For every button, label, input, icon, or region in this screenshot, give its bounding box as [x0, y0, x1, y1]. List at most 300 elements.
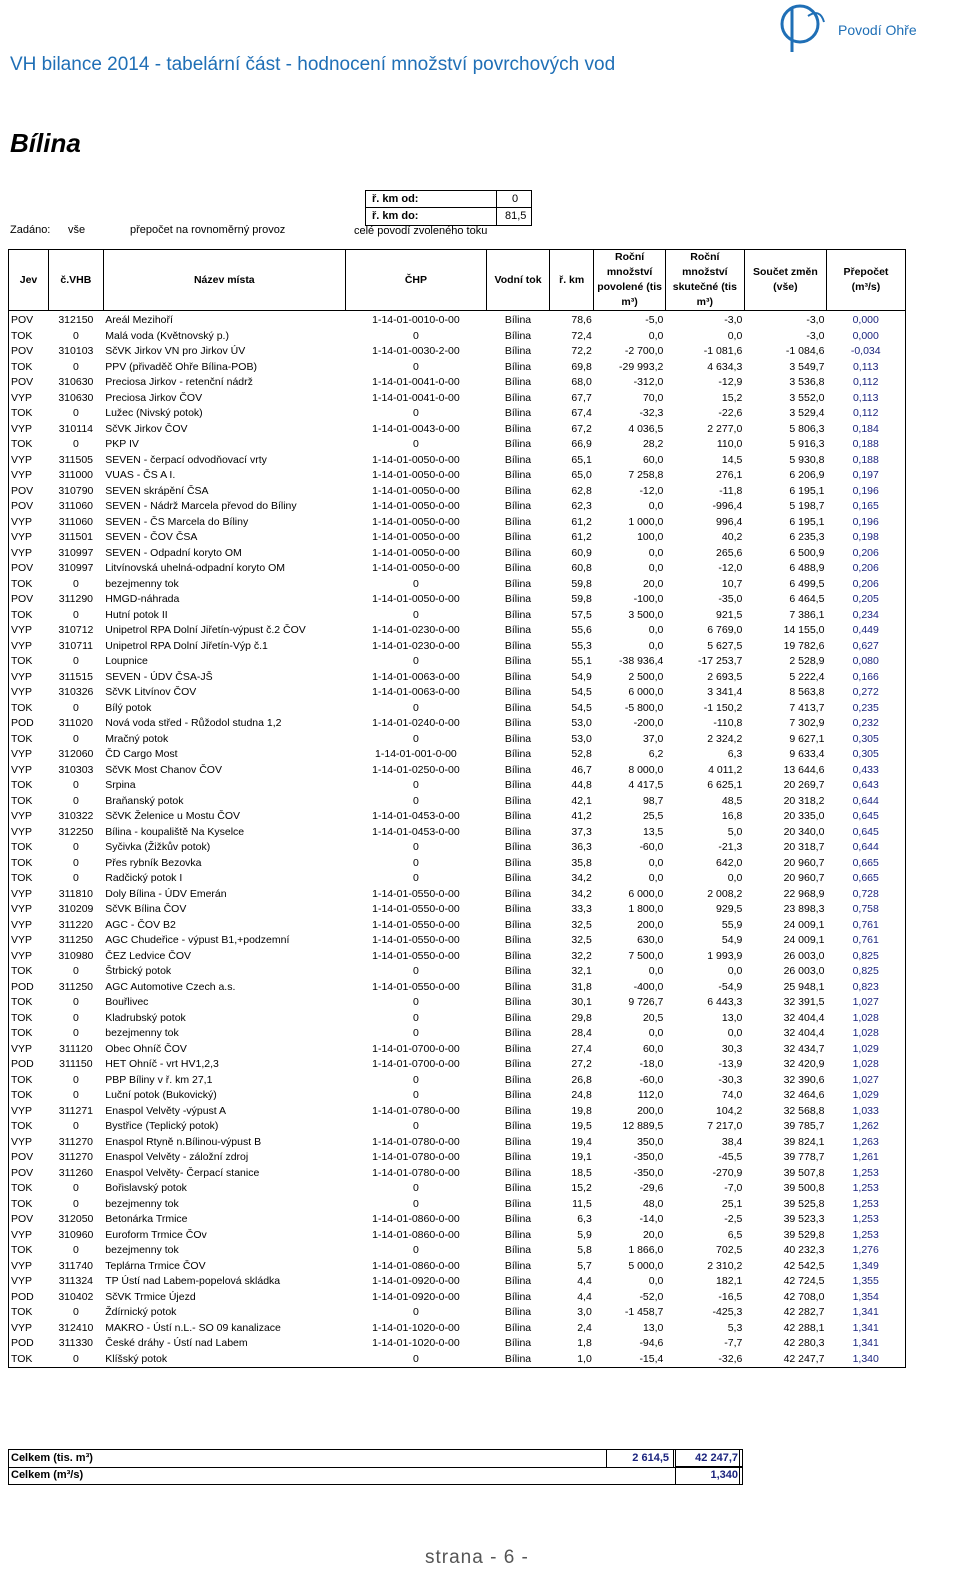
cell-povolene: 8 000,0 [628, 763, 664, 776]
cell-km: 18,5 [571, 1166, 592, 1179]
cell-jev: VYP [9, 902, 49, 918]
cell-skutecne: 2 310,2 [707, 1259, 743, 1272]
cell-prepocet: 1,253 [826, 1212, 905, 1228]
cell-soucet: 24 009,1 [783, 934, 825, 947]
cell-tok: Bílina [504, 1213, 532, 1226]
cell-prepocet: 1,028 [826, 1011, 905, 1027]
cell-prepocet: 1,253 [826, 1197, 905, 1213]
cell-prepocet: 1,355 [826, 1274, 905, 1290]
cell-chp: 0 [412, 360, 419, 373]
cell-km: 4,4 [577, 1290, 592, 1303]
cell-chp: 0 [412, 1073, 419, 1086]
cell-nazev: Radčický potok I [105, 872, 183, 885]
cell-nazev: Enaspol Velvěty- Čerpací stanice [105, 1166, 260, 1179]
cell-cvhb: 0 [72, 1244, 79, 1257]
cell-povolene: -1 458,7 [624, 1306, 664, 1319]
cell-nazev: AGC - ČOV B2 [105, 918, 176, 931]
cell-soucet: 5 198,7 [789, 500, 825, 513]
cell-chp: 1-14-01-0250-0-00 [372, 763, 460, 776]
cell-nazev: PKP IV [105, 438, 139, 451]
cell-povolene: 7 258,8 [628, 469, 664, 482]
cell-km: 34,2 [571, 887, 592, 900]
cell-tok: Bílina [504, 562, 532, 575]
page-number: strana - 6 - [425, 1547, 529, 1568]
col-skutecne: Roční množství skutečné (tis m³) [665, 250, 744, 311]
cell-nazev: Euroform Trmice ČOv [105, 1228, 207, 1241]
table-row [9, 763, 906, 779]
cell-tok: Bílina [504, 1275, 532, 1288]
cell-jev: VYP [9, 391, 49, 407]
cell-tok: Bílina [504, 1182, 532, 1195]
cell-povolene: -52,0 [639, 1290, 664, 1303]
cell-soucet: 7 386,1 [789, 608, 825, 621]
cell-jev: VYP [9, 453, 49, 469]
cell-skutecne: -425,3 [712, 1306, 743, 1319]
cell-povolene: 6,2 [648, 748, 664, 761]
cell-povolene: 0,0 [648, 329, 664, 342]
cell-skutecne: -11,8 [719, 484, 743, 497]
cell-soucet: 14 155,0 [783, 624, 825, 637]
cell-soucet: 32 404,4 [783, 1011, 825, 1024]
cell-povolene: 98,7 [642, 794, 664, 807]
table-row [9, 701, 906, 717]
cell-jev: POV [9, 561, 49, 577]
cell-povolene: 37,0 [642, 732, 664, 745]
cell-povolene: 3 500,0 [628, 608, 664, 621]
cell-jev: TOK [9, 856, 49, 872]
cell-povolene: 20,0 [642, 577, 664, 590]
cell-povolene: 70,0 [642, 391, 664, 404]
cell-tok: Bílina [504, 670, 532, 683]
cell-km: 41,2 [571, 810, 592, 823]
cell-cvhb: 312250 [58, 825, 94, 838]
cell-povolene: 20,5 [642, 1011, 664, 1024]
cell-prepocet: 0,645 [826, 825, 905, 841]
cell-jev: POV [9, 344, 49, 360]
table-row [9, 825, 906, 841]
cell-soucet: 6 195,1 [789, 515, 825, 528]
cell-soucet: 39 529,8 [783, 1228, 825, 1241]
cell-soucet: 9 627,1 [789, 732, 825, 745]
cell-nazev: Unipetrol RPA Dolní Jiřetín-Výp č.1 [105, 639, 268, 652]
cell-chp: 0 [412, 1089, 419, 1102]
cell-povolene: -18,0 [639, 1058, 664, 1071]
cell-chp: 1-14-01-0050-0-00 [372, 469, 460, 482]
cell-cvhb: 311250 [58, 980, 93, 993]
cell-skutecne: -21,3 [718, 841, 743, 854]
cell-prepocet: 0,197 [826, 468, 905, 484]
cell-chp: 0 [412, 1244, 419, 1257]
cell-chp: 0 [412, 996, 419, 1009]
cell-povolene: -5,0 [645, 314, 664, 327]
cell-tok: Bílina [504, 360, 532, 373]
cell-nazev: Braňanský potok [105, 794, 184, 807]
cell-nazev: Bílý potok [105, 701, 152, 714]
cell-prepocet: 0,196 [826, 484, 905, 500]
cell-povolene: 20,0 [642, 1228, 664, 1241]
cell-povolene: 630,0 [637, 934, 664, 947]
cell-soucet: 32 464,6 [783, 1089, 825, 1102]
cell-chp: 1-14-01-0240-0-00 [372, 717, 460, 730]
cell-povolene: 200,0 [637, 918, 664, 931]
cell-jev: VYP [9, 747, 49, 763]
cell-km: 57,5 [571, 608, 592, 621]
cell-cvhb: 310630 [58, 391, 94, 404]
cell-chp: 1-14-01-0050-0-00 [372, 515, 460, 528]
cell-nazev: Bílina - koupaliště Na Kyselce [105, 825, 245, 838]
cell-cvhb: 0 [72, 1182, 79, 1195]
cell-prepocet: 1,028 [826, 1057, 905, 1073]
table-row [9, 856, 906, 872]
cell-km: 55,6 [571, 624, 592, 637]
cell-jev: TOK [9, 329, 49, 345]
cell-cvhb: 312060 [58, 748, 94, 761]
cell-nazev: Unipetrol RPA Dolní Jiřetín-výpust č.2 ČOV [105, 624, 306, 637]
cell-soucet: 7 413,7 [789, 701, 825, 714]
cell-prepocet: 1,341 [826, 1321, 905, 1337]
cell-cvhb: 311250 [58, 934, 93, 947]
cell-jev: POD [9, 1290, 49, 1306]
table-row [9, 344, 906, 360]
cell-povolene: 0,0 [648, 639, 664, 652]
cell-tok: Bílina [504, 314, 532, 327]
cell-soucet: -3,0 [806, 329, 825, 342]
cell-skutecne: -12,0 [718, 562, 743, 575]
cell-povolene: -312,0 [633, 376, 664, 389]
cell-skutecne: 2 324,2 [707, 732, 743, 745]
cell-nazev: SEVEN - ČOV ČSA [105, 531, 198, 544]
cell-povolene: 0,0 [648, 856, 664, 869]
cell-chp: 1-14-01-0860-0-00 [372, 1228, 460, 1241]
table-row [9, 980, 906, 996]
cell-skutecne: -3,0 [724, 314, 743, 327]
cell-chp: 1-14-01-0550-0-00 [372, 903, 460, 916]
cell-cvhb: 0 [72, 577, 79, 590]
cell-nazev: AGC Chudeřice - výpust B1,+podzemní [105, 934, 290, 947]
cell-jev: VYP [9, 515, 49, 531]
cell-jev: POD [9, 1057, 49, 1073]
table-row [9, 375, 906, 391]
table-row [9, 1305, 906, 1321]
cell-skutecne: 2 008,2 [707, 887, 743, 900]
cell-skutecne: 6 625,1 [707, 779, 743, 792]
cell-km: 26,8 [571, 1073, 592, 1086]
cell-jev: POD [9, 1336, 49, 1352]
cell-povolene: 100,0 [637, 531, 664, 544]
cell-povolene: 200,0 [637, 1104, 664, 1117]
table-row [9, 949, 906, 965]
cell-nazev: Preciosa Jirkov - retenční nádrž [105, 376, 253, 389]
cell-soucet: 9 633,4 [789, 748, 825, 761]
cell-prepocet: 1,033 [826, 1104, 905, 1120]
cell-soucet: 20 335,0 [783, 810, 825, 823]
cell-povolene: 12 889,5 [622, 1120, 664, 1133]
cell-cvhb: 311810 [58, 887, 93, 900]
cell-tok: Bílina [504, 856, 532, 869]
cell-soucet: 42 247,7 [744, 1352, 826, 1368]
cell-cvhb: 310322 [58, 810, 94, 823]
cell-povolene: 4 417,5 [628, 779, 664, 792]
cell-tok: Bílina [504, 1228, 532, 1241]
cell-nazev: Litvínovská uhelná-odpadní koryto OM [105, 562, 286, 575]
cell-prepocet: 1,341 [826, 1305, 905, 1321]
cell-km: 27,4 [571, 1042, 592, 1055]
cell-chp: 1-14-01-0030-2-00 [372, 345, 460, 358]
cell-prepocet: 1,253 [826, 1228, 905, 1244]
cell-km: 52,8 [571, 748, 592, 761]
cell-nazev: bezejmenny tok [105, 577, 179, 590]
cell-jev: VYP [9, 918, 49, 934]
cell-soucet: 5 916,3 [789, 438, 825, 451]
cell-soucet: 24 009,1 [783, 918, 825, 931]
cell-soucet: 26 003,0 [783, 965, 825, 978]
cell-tok: Bílina [504, 1104, 532, 1117]
cell-chp: 1-14-01-0780-0-00 [372, 1166, 460, 1179]
prepocet-note: přepočet na rovnoměrný provoz [130, 224, 286, 236]
cell-nazev: SEVEN skrápění ČSA [105, 484, 209, 497]
cell-skutecne: 74,0 [721, 1089, 743, 1102]
cell-soucet: 42 542,5 [783, 1259, 825, 1272]
cell-nazev: SEVEN - Odpadní koryto OM [105, 546, 242, 559]
cell-cvhb: 311270 [58, 1151, 93, 1164]
cell-povolene: 25,5 [642, 810, 664, 823]
cell-povolene: -5 800,0 [624, 701, 664, 714]
table-row [9, 1011, 906, 1027]
cell-jev: VYP [9, 1321, 49, 1337]
cell-nazev: SEVEN - Nádrž Marcela převod do Bíliny [105, 500, 297, 513]
cell-nazev: Malá voda (Květnovský p.) [105, 329, 229, 342]
table-row [9, 639, 906, 655]
cell-prepocet: 0,165 [826, 499, 905, 515]
cell-tok: Bílina [504, 469, 532, 482]
cell-km: 53,0 [571, 717, 592, 730]
cell-chp: 1-14-01-0700-0-00 [372, 1042, 460, 1055]
cell-skutecne: 5 627,5 [707, 639, 743, 652]
cell-skutecne: 10,7 [721, 577, 743, 590]
cell-km: 54,9 [571, 670, 592, 683]
cell-tok: Bílina [504, 639, 532, 652]
cell-jev: POD [9, 716, 49, 732]
cell-tok: Bílina [504, 1197, 532, 1210]
cell-soucet: 3 552,0 [789, 391, 825, 404]
cell-skutecne: 7 217,0 [707, 1120, 743, 1133]
cell-tok: Bílina [504, 453, 532, 466]
cell-tok: Bílina [504, 391, 532, 404]
cell-soucet: 6 488,9 [789, 562, 825, 575]
cell-cvhb: 0 [72, 655, 79, 668]
table-row [9, 654, 906, 670]
cell-prepocet: 0,113 [826, 391, 905, 407]
cell-jev: VYP [9, 546, 49, 562]
col-nazev: Název místa [103, 250, 345, 311]
table-row [9, 778, 906, 794]
cell-povolene: 48,0 [642, 1197, 664, 1210]
cell-nazev: VUAS - ČS A I. [105, 469, 176, 482]
cell-nazev: bezejmenny tok [105, 1197, 179, 1210]
cell-km: 32,2 [571, 949, 592, 962]
cell-skutecne: 921,5 [716, 608, 743, 621]
cell-povolene: -29 993,2 [619, 360, 664, 373]
cell-km: 5,8 [577, 1244, 592, 1257]
cell-cvhb: 310326 [58, 686, 94, 699]
cell-jev: VYP [9, 1135, 49, 1151]
cell-povolene: 60,0 [642, 1042, 664, 1055]
cell-cvhb: 312150 [58, 314, 94, 327]
cell-povolene: 6 000,0 [628, 686, 664, 699]
cell-cvhb: 0 [72, 608, 79, 621]
cell-jev: TOK [9, 1088, 49, 1104]
cell-km: 33,3 [571, 903, 592, 916]
cell-tok: Bílina [504, 934, 532, 947]
cell-povolene: 5 000,0 [628, 1259, 664, 1272]
table-row [9, 561, 906, 577]
table-row [9, 1119, 906, 1135]
cell-povolene: 1 866,0 [628, 1244, 664, 1257]
cell-cvhb: 311290 [58, 593, 93, 606]
col-soucet: Součet změn (vše) [744, 250, 826, 311]
cell-jev: VYP [9, 623, 49, 639]
cell-km: 55,3 [571, 639, 592, 652]
cell-prepocet: 1,029 [826, 1088, 905, 1104]
cell-cvhb: 310402 [58, 1290, 94, 1303]
cell-km: 31,8 [571, 980, 592, 993]
cell-cvhb: 310209 [58, 903, 94, 916]
cell-chp: 0 [412, 329, 419, 342]
cell-povolene: -350,0 [633, 1151, 664, 1164]
cell-km: 61,2 [571, 531, 592, 544]
cell-prepocet: 0,000 [826, 311, 905, 329]
cell-km: 3,0 [577, 1306, 592, 1319]
cell-cvhb: 0 [72, 856, 79, 869]
cell-soucet: 40 232,3 [783, 1244, 825, 1257]
cell-tok: Bílina [504, 779, 532, 792]
cell-skutecne: 6 443,3 [707, 996, 743, 1009]
cell-nazev: SčVK Želenice u Mostu ČOV [105, 810, 241, 823]
cell-km: 42,1 [571, 794, 592, 807]
cell-skutecne: 110,0 [716, 438, 743, 451]
cell-tok: Bílina [504, 1337, 532, 1350]
cell-skutecne: 54,9 [721, 934, 743, 947]
cell-tok: Bílina [504, 546, 532, 559]
cell-km: 65,1 [571, 453, 592, 466]
cell-povolene: 0,0 [648, 562, 664, 575]
cell-prepocet: 1,027 [826, 1073, 905, 1089]
cell-skutecne: 2 693,5 [707, 670, 743, 683]
cell-cvhb: 311330 [58, 1337, 93, 1350]
cell-cvhb: 310712 [58, 624, 94, 637]
cell-chp: 0 [412, 1027, 419, 1040]
cell-tok: Bílina [486, 1352, 549, 1368]
cell-jev: TOK [9, 437, 49, 453]
cell-km: 1,0 [550, 1352, 594, 1368]
cell-skutecne: -2,5 [724, 1213, 743, 1226]
cell-povolene: 350,0 [637, 1135, 664, 1148]
table-row [9, 1259, 906, 1275]
table-row [9, 670, 906, 686]
cell-skutecne: -13,9 [718, 1058, 743, 1071]
cell-tok: Bílina [504, 841, 532, 854]
cell-km: 19,8 [571, 1104, 592, 1117]
cell-jev: TOK [9, 1243, 49, 1259]
cell-skutecne: -45,5 [718, 1151, 743, 1164]
cell-jev: VYP [9, 468, 49, 484]
cell-cvhb: 0 [72, 732, 79, 745]
cell-tok: Bílina [504, 732, 532, 745]
cell-soucet: 20 960,7 [783, 872, 825, 885]
cell-skutecne: -7,0 [724, 1182, 743, 1195]
cell-chp: 1-14-01-0230-0-00 [372, 624, 460, 637]
cell-tok: Bílina [504, 624, 532, 637]
table-row [9, 1290, 906, 1306]
cell-soucet: 42 708,0 [783, 1290, 825, 1303]
cell-prepocet: 0,823 [826, 980, 905, 996]
cell-nazev: Obec Ohníč ČOV [105, 1042, 187, 1055]
cell-km: 2,4 [577, 1321, 592, 1334]
celkem-tis-label: Celkem (tis. m³) [11, 1452, 93, 1464]
cell-skutecne: 0,0 [727, 965, 743, 978]
cell-chp: 0 [412, 732, 419, 745]
table-row [9, 1197, 906, 1213]
cell-nazev: Bystřice (Teplický potok) [105, 1120, 219, 1133]
cell-cvhb: 0 [72, 329, 79, 342]
cell-cvhb: 0 [72, 1089, 79, 1102]
cell-skutecne: -35,0 [718, 593, 743, 606]
cell-nazev: HET Ohníč - vrt HV1,2,3 [105, 1058, 219, 1071]
cell-cvhb: 312050 [58, 1213, 94, 1226]
cell-nazev: Bořislavský potok [105, 1182, 187, 1195]
cell-prepocet: 0,112 [826, 375, 905, 391]
cell-km: 61,2 [571, 515, 592, 528]
table-row [9, 623, 906, 639]
cell-chp: 1-14-01-0050-0-00 [372, 453, 460, 466]
cell-tok: Bílina [504, 655, 532, 668]
cell-prepocet: 0,000 [826, 329, 905, 345]
cell-jev: VYP [9, 1259, 49, 1275]
table-row [9, 1088, 906, 1104]
col-jev: Jev [9, 250, 49, 311]
cell-soucet: 39 507,8 [783, 1166, 825, 1179]
cell-povolene: -15,4 [594, 1352, 666, 1368]
cell-jev: TOK [9, 732, 49, 748]
cell-tok: Bílina [504, 593, 532, 606]
cell-soucet: 3 549,7 [789, 360, 825, 373]
cell-chp: 0 [412, 841, 419, 854]
cell-prepocet: 0,758 [826, 902, 905, 918]
cell-cvhb: 310997 [58, 546, 94, 559]
cell-km: 78,6 [571, 314, 592, 327]
cell-soucet: 25 948,1 [783, 980, 825, 993]
table-header-row [9, 250, 906, 311]
cell-tok: Bílina [504, 376, 532, 389]
cell-tok: Bílina [504, 872, 532, 885]
cell-km: 36,3 [571, 841, 592, 854]
cell-povolene: -400,0 [633, 980, 664, 993]
cell-jev: TOK [9, 1011, 49, 1027]
cell-cvhb: 0 [49, 1352, 104, 1368]
cell-povolene: 13,0 [642, 1321, 664, 1334]
cell-jev: POV [9, 499, 49, 515]
cell-nazev: bezejmenny tok [105, 1244, 179, 1257]
cell-nazev: ČEZ Ledvice ČOV [105, 949, 192, 962]
cell-tok: Bílina [504, 407, 532, 420]
cell-jev: POV [9, 1166, 49, 1182]
cell-soucet: 5 930,8 [789, 453, 825, 466]
table-row [9, 685, 906, 701]
cell-skutecne: 5,3 [727, 1321, 743, 1334]
cell-povolene: 60,0 [642, 453, 664, 466]
cell-cvhb: 0 [72, 701, 79, 714]
cell-cvhb: 311324 [58, 1275, 93, 1288]
